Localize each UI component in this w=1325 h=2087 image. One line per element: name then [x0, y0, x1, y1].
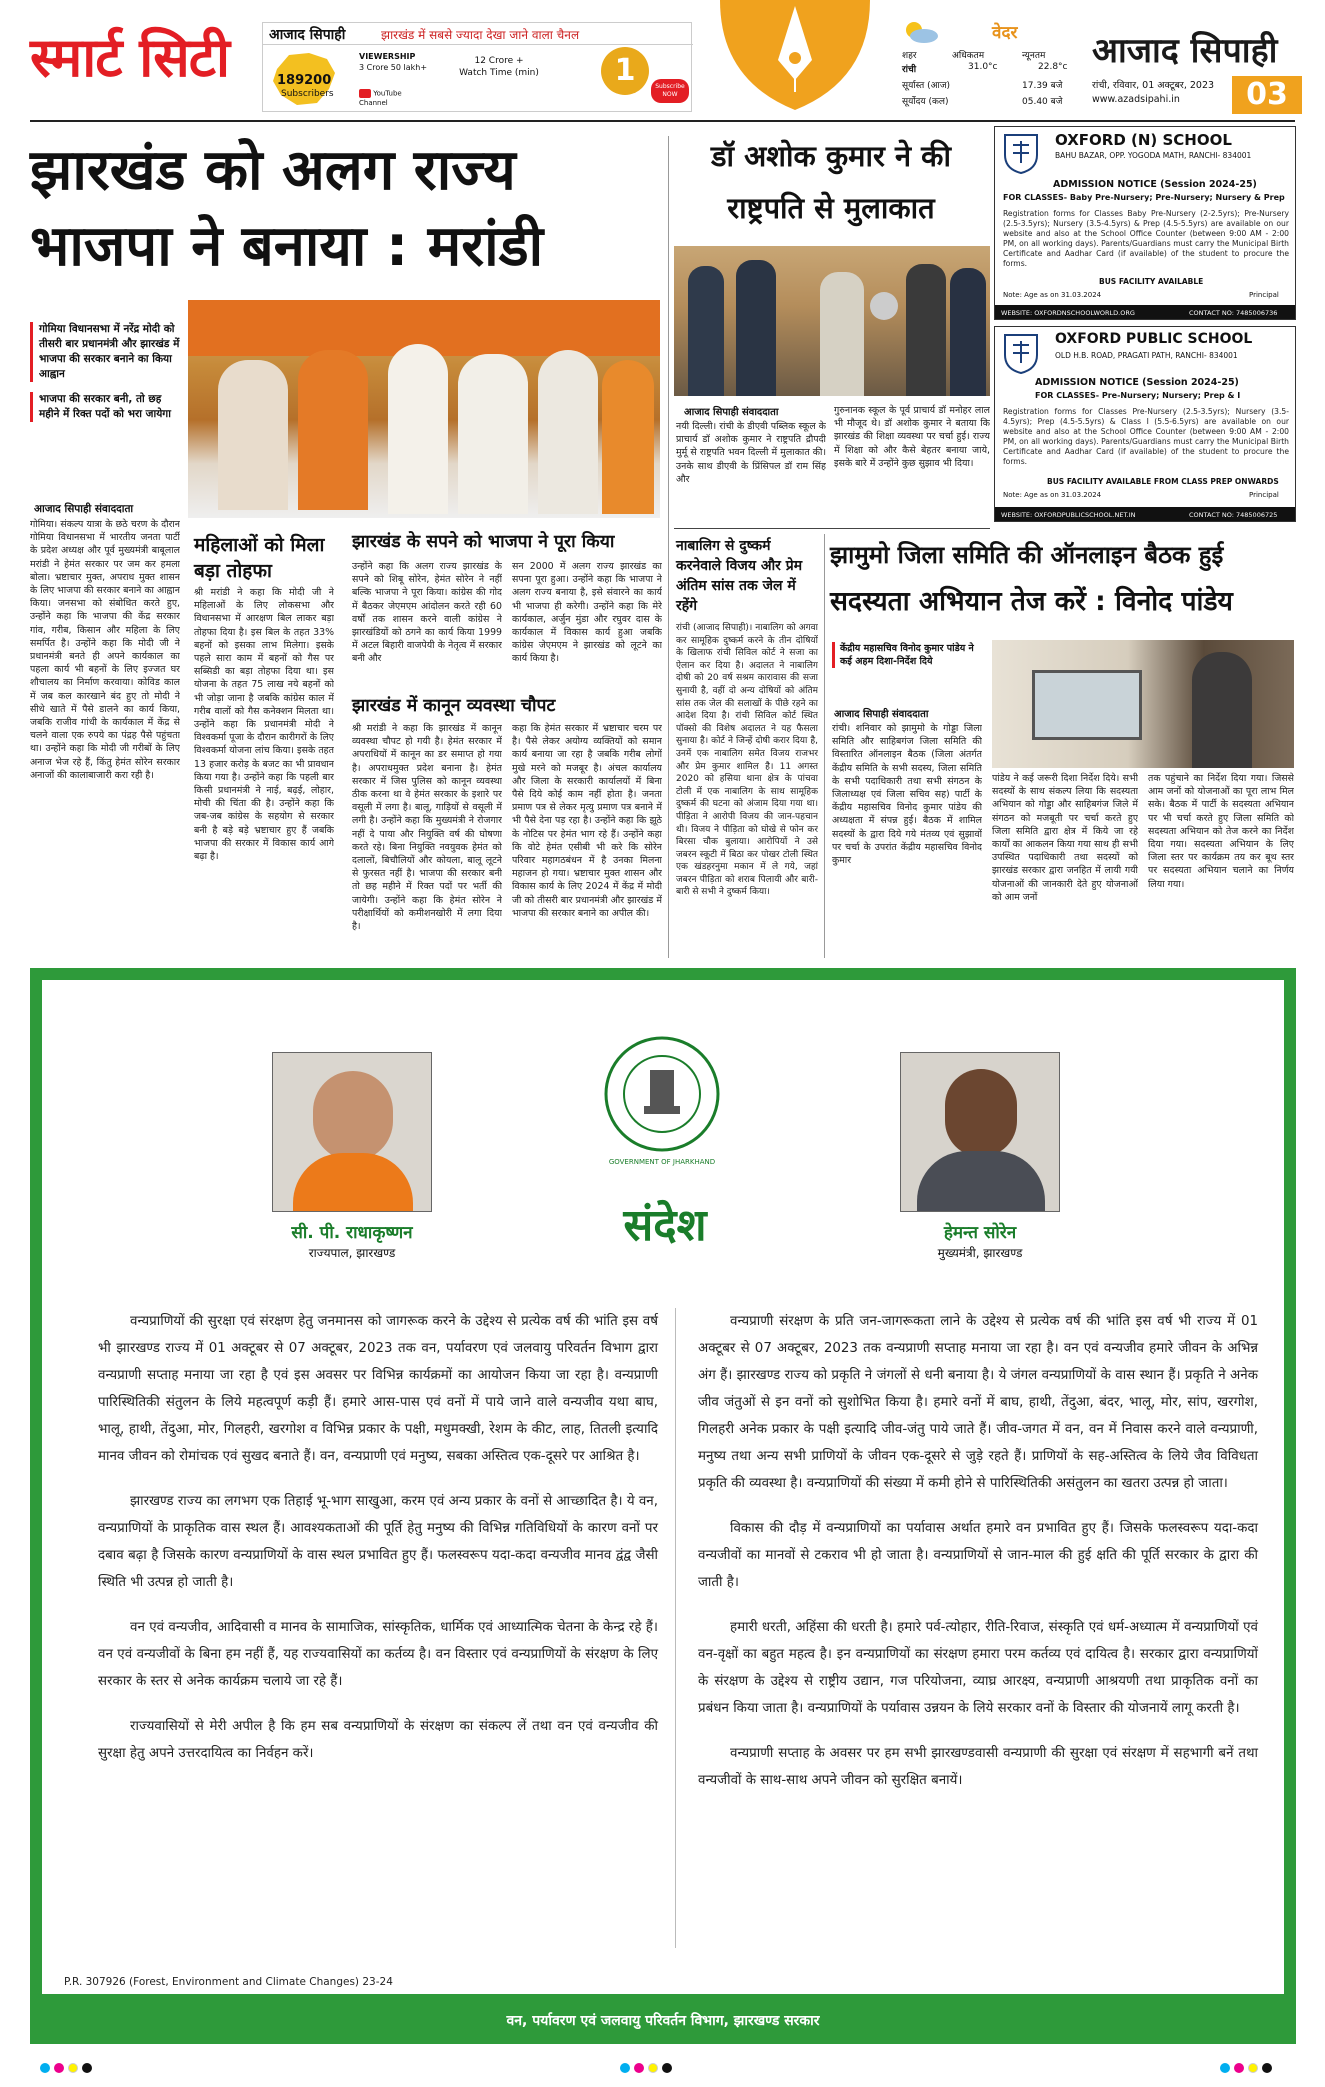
story4-col-3: तक पहुंचाने का निर्देश दिया गया। जिससे आम जनों को योजनाओं का पूरा लाभ मिल सके। बैठक में पार्टी के सदस्यता अभियान पर भी चर्चा करते हुए जिला समिति को सदस्यता अभियान को तेज करने का निर्देश दिया गया। सदस्यता अभियान के लिए जिला स्तर पर कार्यक्रम तय कर बूथ स्तर पर सदस्यता अभियान चलाने का निर्णय लिया गया।: [1148, 773, 1294, 890]
notice2-address: OLD H.B. ROAD, PRAGATI PATH, RANCHI- 834001: [1055, 351, 1238, 360]
notice2-classes: FOR CLASSES- Pre-Nursery; Nursery; Prep & I: [1035, 391, 1241, 400]
page-number: 03: [1232, 76, 1302, 114]
sub1-text: श्री मरांडी ने कहा कि मोदी जी ने महिलाओं के लिए लोकसभा और विधानसभा में आरक्षण बिल लाकर बड़ा तोहफा दिया है। इस बिल के तहत 33% बहनों को इसका लाभ मिलेगा। इसके पहले सारा काम में बहनों को गैस पर सब्सिडी का बड़ा तोहफा दिया था। इस योजना के तहत 75 लाख नये बहनों को भी जोड़ा जाना है जबकि कांग्रेस काल में गरीब वालों को गैस कनेक्शन मिलता था। उन्होंने कहा कि प्रधानमंत्री मोदी ने विश्वकर्मा पूजा के दौरान कारीगरों के लिए विश्वकर्मा योजना लांच किया। इसके तहत 13 हजार करोड़ के बजट का भी प्रावधान किया गया है। उन्होंने कहा कि पहली बार किसी प्रधानमंत्री ने नाई, बढ़ई, लोहार, मोची की चिंता की है। उन्होंने कहा कि जब-जब कांग्रेस के सहयोग से सरकार बनी है बड़े बड़े भ्रष्टाचार हुए हैं जबकि भाजपा की सरकार में विकास कार्य आगे बढ़ा है।: [194, 587, 334, 863]
story4-col-1: रांची। शनिवार को झामुमो के गोड्डा जिला समिति और साहिबगंज जिला समिति की विस्तारित ऑनलाइन बैठक (जिला अंतर्गत केंद्रीय समिति के सभी सदस्य, जिला समिति के सभी पदाधिकारी तथा सभी संगठन के जिलाध्यक्ष एवं जिला सचिव सह) पार्टी के केंद्रीय महासचिव विनोद कुमार पांडेय की अध्यक्षता में संपन्न हुई। बैठक में शामिल सदस्यों के द्वारा दिये गये मंतव्य एवं सुझावों पर चर्चा के उपरांत केंद्रीय महासचिव विनोद कुमार: [832, 723, 982, 867]
notice1-contact: CONTACT NO: 7485006736: [1189, 309, 1278, 317]
sandesh-title: संदेश: [623, 1200, 707, 1251]
rank-badge: [601, 47, 649, 95]
weather-col-max: अधिकतम: [952, 51, 985, 61]
website-link[interactable]: www.azadsipahi.in: [1092, 94, 1180, 105]
notice2-signatory: Principal: [1249, 491, 1279, 499]
chief-minister-message-p2: विकास की दौड़ में वन्यप्राणियों का पर्यावास अर्थात हमारे वन प्रभावित हुए हैं। जिसके फलस्वरूप यदा-कदा वन्यजीवों का मानवों से टकराव भी हो जाता है। वन्यप्राणियों से जान-माल की हुई क्षति की पूर्ति सरकार के द्वारा की जाती है।: [698, 1521, 1258, 1590]
notice1-website: WEBSITE: OXFORDNSCHOOLWORLD.ORG: [1001, 309, 1135, 317]
notice1-footer: [995, 305, 1296, 320]
rank-number: 1: [614, 53, 636, 88]
lead-headline-2: भाजपा ने बनाया : मरांडी: [30, 214, 544, 279]
youtube-badge: [359, 89, 402, 108]
sun-cloud-icon: [900, 20, 940, 44]
governor-portrait: [272, 1052, 432, 1212]
notice2-website: WEBSITE: OXFORDPUBLICSCHOOL.NET.IN: [1001, 511, 1136, 519]
school-crest-icon: [1001, 131, 1041, 175]
story2-rule: [674, 528, 990, 529]
story2-byline: आजाद सिपाही संवाददाता: [684, 407, 779, 418]
chief-minister-name: हेमन्त सोरेन: [943, 1223, 1017, 1243]
subscribe-button[interactable]: [651, 79, 689, 103]
watch-label: Watch Time (min): [459, 68, 539, 78]
lead-headline-1: झारखंड को अलग राज्य: [30, 138, 516, 203]
ad-column-rule: [675, 1308, 676, 1948]
sunrise-label: सूर्योदय (कल): [902, 97, 949, 107]
chief-minister-message: [698, 1308, 1258, 1794]
lead-side-note-2: भाजपा की सरकार बनी, तो छह महीने में रिक्त पदों को भरा जायेगा: [30, 392, 180, 422]
subscriber-label: Subscribers: [281, 89, 334, 99]
school-notice-1: [994, 126, 1296, 320]
weather-city: रांची: [902, 65, 917, 75]
weather-title: वेदर: [992, 23, 1018, 43]
story2-col-1: नयी दिल्ली। रांची के डीएवी पब्लिक स्कूल के प्राचार्य डॉ अशोक कुमार ने राष्ट्रपति द्रौपदी मुर्मू से राष्ट्रपति भवन दिल्ली में मुलाकात की। उनके साथ डीएवी के प्रिंसिपल डॉ राम सिंह और: [676, 421, 826, 485]
channel-tagline: झारखंड में सबसे ज्यादा देखा जाने वाला चैनल: [381, 28, 580, 42]
watch-value: 12 Crore +: [474, 56, 524, 66]
chief-minister-message-p1: वन्यप्राणी संरक्षण के प्रति जन-जागरूकता लाने के उद्देश्य से प्रत्येक वर्ष की भांति इस वर्ष भी राज्य में 01 अक्टूबर से 07 अक्टूबर, 2023 तक वन्यप्राणी सप्ताह मनाया जा रहा है। वन एवं वन्यजीव हमारे जीवन के अभिन्न अंग हैं। झारखण्ड राज्य को प्रकृति ने जंगलों से धनी बनाया है। ये जंगल वन्यप्राणियों के वास स्थान हैं। प्रकृति ने अनेक जीव जंतुओं से इन वनों को सुशोभित किया है। हमारे वनों में बाघ, हाथी, तेंदुआ, बंदर, भालू, मोर, सांप, खरगोश, गिलहरी अनेक प्रकार के पक्षी इत्यादि जीव-जंतु पाये जाते हैं। जीव-जगत में वन, वन में निवास करने वाले वन्यप्राणी, मनुष्य तथा अन्य सभी प्राणियों के जीवन एक-दूसरे से जुड़े रहते हैं। प्राणियों के सह-अस्तित्व के लिये जैव विविधता प्रकृति की व्यवस्था है। वन्यप्राणियों की संख्या में कमी होने से पारिस्थितिकी असंतुलन का खतरा उत्पन्न हो जाता।: [698, 1314, 1258, 1491]
sub3-head: झारखंड में कानून व्यवस्था चौपट: [352, 696, 556, 716]
governor-message-p4: राज्यवासियों से मेरी अपील है कि हम सब वन्यप्राणियों के संरक्षण का संकल्प लें तथा वन एवं वन्यजीव की सुरक्षा हेतु अपने उत्तरदायित्व का निर्वहन करें।: [98, 1719, 658, 1761]
weather-col-min: न्यूनतम: [1022, 51, 1046, 61]
masthead-rule: [30, 120, 1295, 122]
watch-stat: [459, 55, 539, 79]
notice2-school: OXFORD PUBLIC SCHOOL: [1055, 331, 1253, 347]
views-value: 3 Crore 50 lakh+: [359, 63, 428, 72]
brand-title: स्मार्ट सिटी: [30, 26, 229, 89]
registration-marks-right: [1220, 2058, 1276, 2077]
government-emblem-icon: [602, 1034, 722, 1154]
masthead: [0, 0, 1325, 118]
notice2-footer: [995, 507, 1296, 522]
emblem-text: GOVERNMENT OF JHARKHAND: [608, 1158, 716, 1166]
government-ad: [30, 968, 1296, 2044]
lead-side-notes: [30, 322, 180, 422]
school-notice-2: [994, 326, 1296, 522]
channel-header: [263, 23, 693, 45]
story2-col-2: गुरुनानक स्कूल के पूर्व प्राचार्य डॉ मनोहर लाल भी मौजूद थे। डॉ अशोक कुमार ने बताया कि झारखंड की शिक्षा व्यवस्था पर चर्चा हुई। राज्य में शिक्षा को और कैसे बेहतर बनाया जाये, इसके बारे में उन्होंने कुछ सुझाव भी दिया।: [834, 405, 990, 469]
sub1-head: महिलाओं को मिला बड़ा तोहफा: [194, 534, 325, 582]
registration-marks-center: [620, 2058, 676, 2077]
paper-title: आजाद सिपाही: [1092, 31, 1278, 71]
sunset-time: 17.39 बजे: [1022, 81, 1063, 91]
notice2-title: ADMISSION NOTICE (Session 2024-25): [1035, 377, 1239, 388]
chief-minister-portrait: [900, 1052, 1060, 1212]
weather-max: 31.0°c: [968, 62, 998, 72]
notice2-body: Registration forms for Classes Pre-Nursery (2.5-3.5yrs); Nursery (3.5-4.5yrs); Prep (4.5-5.5yrs) & Class I (5.5-6.5yrs) are available on our website and also at the School Office Counter (between 9:00 AM - 2:00 PM, on all working days). Parents/Guardians must carry the Municipal Birth Certificate and Aadhar Card (if available) of the student to procure the forms.: [1003, 407, 1289, 466]
governor-message: [98, 1308, 658, 1767]
dateline: रांची, रविवार, 01 अक्टूबर, 2023: [1092, 80, 1215, 91]
chief-minister-title: मुख्यमंत्री, झारखण्ड: [937, 1246, 1023, 1260]
chief-minister-message-p4: वन्यप्राणी सप्ताह के अवसर पर हम सभी झारखण्डवासी वन्यप्राणी की सुरक्षा एवं संरक्षण में सहभागी बनें तथा वन्यजीवों के साथ-साथ अपने जीवन को सुरक्षित बनायें।: [698, 1746, 1258, 1788]
lead-side-note-1: गोमिया विधानसभा में नरेंद्र मोदी को तीसरी बार प्रधानमंत्री और झारखंड में भाजपा की सरकार बनाने का किया आह्वान: [30, 322, 180, 382]
governor-name: सी. पी. राधाकृष्णन: [291, 1223, 413, 1243]
youtube-sub: Channel: [359, 98, 388, 107]
story4-meeting-photo: [992, 640, 1294, 768]
notice2-contact: CONTACT NO: 7485006725: [1189, 511, 1278, 519]
lead-byline: आजाद सिपाही संवाददाता: [34, 503, 134, 515]
notice1-body: Registration forms for Classes Baby Pre-Nursery (2-2.5yrs); Pre-Nursery (2.5-3.5yrs); Nursery (3.5-4.5yrs) & Prep (4.5-5.5yrs) are available on our website and also at the School Office Counter (between 9:00 AM - 2:00 PM, on all working days). Parents/Guardians must carry the Municipal Birth Certificate and Aadhar Card (if available) of the student to procure the forms.: [1003, 209, 1289, 268]
notice1-classes: FOR CLASSES- Baby Pre-Nursery; Pre-Nursery; Nursery & Prep: [1003, 193, 1285, 202]
notice1-school: OXFORD (N) SCHOOL: [1055, 131, 1232, 149]
notice1-signatory: Principal: [1249, 291, 1279, 299]
channel-box: [262, 22, 692, 112]
notice2-bus: BUS FACILITY AVAILABLE FROM CLASS PREP ONWARDS: [1047, 477, 1279, 486]
sub2-text-a: उन्होंने कहा कि अलग राज्य झारखंड के सपने को शिबू सोरेन, हेमंत सोरेन ने नहीं बल्कि भाजपा ने पूरा किया। कांग्रेस की गोद में बैठकर जेएमएम आंदोलन करते रही 60 वर्षों तक शासन करने वाली कांग्रेस ने झारखंडियों को ठगने का कार्य किया 1999 में अटल बिहारी वाजपेयी के नेतृत्व में सरकार बनी और: [352, 561, 502, 665]
governor-message-p1: वन्यप्राणियों की सुरक्षा एवं संरक्षण हेतु जनमानस को जागरूक करने के उद्देश्य से प्रत्येक वर्ष की भांति इस वर्ष भी झारखण्ड राज्य में 01 अक्टूबर से 07 अक्टूबर, 2023 तक वन, पर्यावरण एवं जलवायु परिवर्तन विभाग द्वारा वन्यप्राणी सप्ताह मनाया जा रहा है एवं इस अवसर पर विभिन्न कार्यक्रमों का आयोजन किया जा रहा है। वन्यप्राणी पारिस्थितिकी संतुलन के लिये महत्वपूर्ण कड़ी हैं। हमारे आस-पास एवं वनों में पाये जाने वाले वन्यजीव यथा बाघ, भालू, हाथी, तेंदुआ, मोर, गिलहरी, खरगोश व विभिन्न प्रकार के पक्षी, मधुमक्खी, रेशम के कीट, लाह, तितली इत्यादि मानव जीवन को रोमांचक एवं सुखद बनाते हैं। वन, वन्यप्राणी एवं मनुष्य, सबका अस्तित्व एक-दूसरे पर आश्रित है।: [98, 1314, 658, 1464]
youtube-label: YouTube: [373, 89, 402, 98]
notice2-age-note: Note: Age as on 31.03.2024: [1003, 491, 1102, 499]
subscribe-label: Subscribe NOW: [655, 83, 685, 98]
weather-box: [898, 20, 1086, 112]
subscriber-count: 189200: [277, 73, 332, 88]
school-crest-icon: [1001, 331, 1041, 375]
governor-message-p2: झारखण्ड राज्य का लगभग एक तिहाई भू-भाग साखुआ, करम एवं अन्य प्रकार के वनों से आच्छादित है। ये वन, वन्यप्राणियों के प्राकृतिक वास स्थल हैं। आवश्यकताओं की पूर्ति हेतु मनुष्य की विभिन्न गतिविधियों के कारण वनों पर दबाव बढ़ा है जिसके कारण वन्यप्राणियों के वास स्थल प्रभावित हुए हैं। फलस्वरूप यदा-कदा वन्यजीव मानव द्वंद्व जैसी स्थिति भी उत्पन्न हो जाती है।: [98, 1494, 658, 1590]
lead-col-1: गोमिया। संकल्प यात्रा के छठे चरण के दौरान गोमिया विधानसभा में भारतीय जनता पार्टी के प्रदेश अध्यक्ष और पूर्व मुख्यमंत्री बाबूलाल मरांडी ने हेमंत सरकार पर जम कर हमला बोला। भ्रष्टाचार मुक्त, अपराध मुक्त शासन के लिए भाजपा की सरकार बनाने का आह्वान किया। जनसभा को संबोधित करते हुए, उन्होंने कहा कि भाजपा की केंद्र सरकार गांव, गरीब, किसान और महिला के लिए समर्पित है। उन्होंने कहा कि मोदी जी ने प्रधानमंत्री बनते ही अपने कार्यकाल का पहला कार्य भी बहनों के लिए इज्जत घर शौचालय का निर्माण करवाया। कोविड काल में जब कल कारखाने बंद हुए तो मोदी ने सीधे खाते में पैसे डालने का कार्य किया, जबकि राजीव गांधी के कार्यकाल में केंद्र से चलने वाला एक रुपये का पंद्रह पैसे पहुंचता था। उन्होंने कहा कि मोदी जी गरीबों के लिए अनाज भेज रहे हैं, किंतु हेमंत सोरेन सरकार अनाजों की कालाबाजारी करा रही है।: [30, 519, 180, 781]
sub2-text-b: सन 2000 में अलग राज्य झारखंड का सपना पूरा हुआ। उन्होंने कहा कि भाजपा ने अलग राज्य बनाया है, इसे संवारने का कार्य भी भाजपा ही करेगी। उन्होंने कहा कि मेरे कार्यकाल, अर्जुन मुंडा और रघुवर दास के कार्यकाल में विकास कार्य हुआ जबकि कांग्रेस जेएमएम ने झारखंड को लूटने का कार्य किया है।: [512, 561, 662, 665]
views-label: VIEWERSHIP: [359, 52, 416, 61]
story3-column-rule: [824, 534, 825, 958]
story4-caption: केंद्रीय महासचिव विनोद कुमार पांडेय ने कई अहम दिशा-निर्देश दिये: [832, 642, 982, 668]
weather-col-city: शहर: [902, 51, 917, 61]
ad-footer: वन, पर्यावरण एवं जलवायु परिवर्तन विभाग, झारखण्ड सरकार: [506, 2013, 820, 2029]
lead-rally-photo: [188, 300, 660, 518]
story2-headline-2: राष्ट्रपति से मुलाकात: [727, 191, 935, 225]
chief-minister-message-p3: हमारी धरती, अहिंसा की धरती है। हमारे पर्व-त्योहार, रीति-रिवाज, संस्कृति एवं धर्म-अध्यात्म में वन्यप्राणियों एवं वन-वृक्षों का बहुत महत्व है। इन वन्यप्राणियों का संरक्षण हमारा परम कर्तव्य एवं दायित्व है। सरकार द्वारा वन्यप्राणियों के संरक्षण के उद्देश्य से राष्ट्रीय उद्यान, गज परियोजना, व्याघ्र आरक्ष्य, वन्यप्राणी आश्रयणी तथा प्राकृतिक वनों का प्रबंधन किया जाता है। वन्यप्राणियों के पर्यावास उन्नयन के लिये सरकार वनों के विस्तार की योजनायें लागू करती है।: [698, 1620, 1258, 1716]
sub2-head: झारखंड के सपने को भाजपा ने पूरा किया: [352, 532, 615, 552]
story4-byline: आजाद सिपाही संवाददाता: [834, 709, 929, 720]
story4-col-2: पांडेय ने कई जरूरी दिशा निर्देश दिये। सभी सदस्यों के साथ संकल्प लिया कि सदस्यता अभियान को गोड्डा और साहिबगंज जिले में संगठन को मजबूती पर चर्चा करते हुए जिला समिति द्वारा क्षेत्र में किये जा रहे कार्यों का आकलन किया गया साथ ही सभी उपस्थित पदाधिकारी तथा सदस्यों को झारखंड सरकार द्वारा जनहित में लायी गयी योजनाओं की जानकारी देते हुए योजनाओं को आम जनों: [992, 773, 1138, 903]
governor-title: राज्यपाल, झारखण्ड: [308, 1246, 396, 1260]
story4-headline-2: सदस्यता अभियान तेज करें : विनोद पांडेय: [830, 586, 1233, 617]
governor-message-p3: वन एवं वन्यजीव, आदिवासी व मानव के सामाजिक, सांस्कृतिक, धार्मिक एवं आध्यात्मिक चेतना के केन्द्र रहे हैं। वन एवं वन्यजीवों के बिना हम नहीं हैं, यह राज्यवासियों का कर्तव्य है। वन विस्तार एवं वन्यप्राणियों के संरक्षण के लिए सरकार के स्तर से अनेक कार्यक्रम चलाये जा रहे हैं।: [98, 1620, 658, 1689]
pr-code: P.R. 307926 (Forest, Environment and Climate Changes) 23-24: [64, 1976, 393, 1988]
story4-headline-1: झामुमो जिला समिति की ऑनलाइन बैठक हुई: [830, 541, 1224, 569]
sub3-text-a: श्री मरांडी ने कहा कि झारखंड में कानून व्यवस्था चौपट हो गयी है। हेमंत सरकार में अपराधियों में कानून का डर समाप्त हो गया है। अपराधमुक्त प्रदेश बनाना है। हेमंत सरकार में जिस पुलिस को कानून व्यवस्था ठीक करना था वे हेमंत सरकार के इशारे पर वसूली में लगा है। बालू, गाड़ियों से वसूली में लगी है। उन्होंने कहा कि मुख्यमंत्री ने रोजगार नहीं दे पाया और नियुक्ति वर्ष की घोषणा करते रहे। बिना नियुक्ति नवयुवक हेमंत को दलालों, बिचौलियों और कोयला, बालू लूटने से फुरसत नहीं है। भाजपा की सरकार बनी तो छह महीने में रिक्त पदों पर भर्ती की जायेगी। उन्होंने कहा कि हेमंत सोरेन ने परीक्षार्थियों को कमीशनखोरी में लगा दिया है।: [352, 723, 502, 933]
sub3-text-b: कहा कि हेमंत सरकार में भ्रष्टाचार चरम पर है। पैसे लेकर अयोग्य व्यक्तियों को समान कार्य बनाया जा रहा है जबकि गरीब लोगों मुखे मरने को मजबूर है। अंचल कार्यालय और जिला के सरकारी कार्यालयों में बिना पैसे दिये कोई काम नहीं होता है। जनता प्रमाण पत्र से लेकर मृत्यु प्रमाण पत्र बनाने में भी पैसे देना पड़ रहा है। उन्होंने कहा कि झूठे के नोटिस पर हेमंत भाग रहे हैं। उन्होंने कहा कि वोटे हेमंत एसीबी भी करे कि सोरेन परिवार महागठबंधन में है उनका मिलना महाजन हो गया। भ्रष्टाचार मुक्त शासन और विकास कार्य के लिए 2024 में केंद्र में मोदी जी को तीसरी बार प्रधानमंत्री और झारखंड में भाजपा की सरकार बनाने का अपील की।: [512, 723, 662, 919]
sunset-label: सूर्यास्त (आज): [902, 81, 951, 91]
story3-text: रांची (आजाद सिपाही)। नाबालिग को अगवा कर सामूहिक दुष्कर्म करने के तीन दोषियों के खिलाफ रांची सिविल कोर्ट ने सजा का ऐलान कर दिया है। अदालत ने नाबालिग दोषी को 20 वर्ष सश्रम कारावास की सजा सुनायी है, वहीं दो अन्य दोषियों को अंतिम सांस तक जेल की सलाखों के पीछे रहने का आदेश दिया है। रांची सिविल कोर्ट स्थित पॉक्सो की विशेष अदालत ने यह फैसला सुनाया है। कोर्ट ने जिन्हें दोषी करार दिया है, उनमें एक नाबालिग समेत विजय राजभर और प्रेम कुमार शामिल है। 11 अगस्त 2020 को हसिया थाना क्षेत्र के पांचवा टोली में एक नाबालिग के साथ सामूहिक दुष्कर्म की घटना को अंजाम दिया गया था। पीड़िता ने आरोपी विजय की जान-पहचान थी। विजय ने पीड़िता को घोखे से फोन कर बिरसा चौक बुलाया। आरोपियों ने उसे जबरन स्कूटी में बिठा कर पोखर टोली स्थित एक खंडहरनुमा मकान में ले गये, जहां जबरन पीड़िता को शराब पिलायी और बारी-बारी से सभी ने दुष्कर्म किया।: [676, 623, 818, 898]
notice1-bus: BUS FACILITY AVAILABLE: [1099, 277, 1204, 286]
notice1-address: BAHU BAZAR, OPP. YOGODA MATH, RANCHI- 834001: [1055, 151, 1252, 160]
weather-min: 22.8°c: [1038, 62, 1068, 72]
views-stat: [359, 51, 427, 73]
notice1-title: ADMISSION NOTICE (Session 2024-25): [1053, 179, 1257, 190]
pen-nib-icon: [700, 0, 890, 112]
story2-meeting-photo: [674, 246, 990, 396]
notice1-age-note: Note: Age as on 31.03.2024: [1003, 291, 1102, 299]
youtube-icon: [359, 89, 371, 98]
story3-headline: नाबालिग से दुष्कर्म करनेवाले विजय और प्रेम अंतिम सांस तक जेल में रहेंगे: [676, 538, 803, 614]
channel-paper-name: आजाद सिपाही: [269, 27, 346, 43]
sunrise-time: 05.40 बजे: [1022, 97, 1063, 107]
story2-headline-1: डॉ अशोक कुमार ने की: [711, 139, 951, 173]
registration-marks-left: [40, 2058, 96, 2077]
lead-column-rule: [668, 136, 669, 958]
